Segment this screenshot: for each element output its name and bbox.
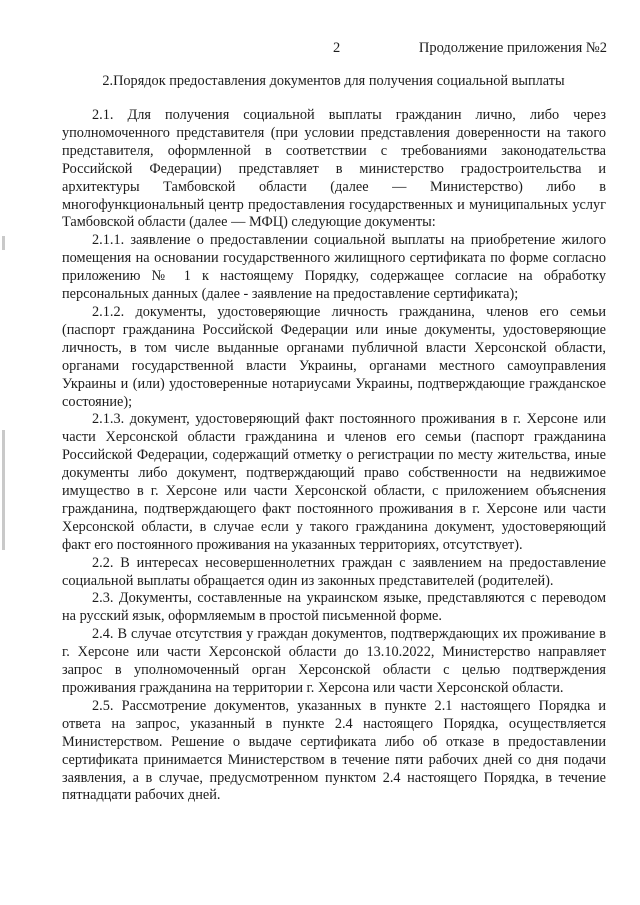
paragraph-2-1-2: 2.1.2. документы, удостоверяющие личность гражданина, членов его семьи (паспорт гражданина Российской Федерации или иные документы, удостоверяющие личность, в том числе выданные органами публичной власти Херсонской области, органами государственной власти Украины, органами местного самоуправления Украины и (или) удостоверенные нотариусами Украины, подтверждающие гражданское состояние); xyxy=(62,303,606,410)
paragraph-2-3: 2.3. Документы, составленные на украинском языке, представляются с переводом на русский язык, оформляемым в простой письменной форме. xyxy=(62,590,606,625)
paragraph-2-4: 2.4. В случае отсутствия у граждан документов, подтверждающих их проживание в г. Херсоне или части Херсонской области до 13.10.2022, Министерство направляет запрос в уполномоченный орган Херсонской области с целью подтверждения проживания гражданина на территории г. Херсона или части Херсонской области. xyxy=(62,626,606,696)
page-number: 2 xyxy=(333,40,341,56)
paragraph-2-1-1: 2.1.1. заявление о предоставлении социальной выплаты на приобретение жилого помещения на основании государственного жилищного сертификата по форме согласно приложению № 1 к настоящему Порядку, содержащее согласие на обработку персональных данных (далее - заявление на предоставление сертификата); xyxy=(62,232,606,303)
paragraph-2-5: 2.5. Рассмотрение документов, указанных в пункте 2.1 настоящего Порядка и ответа на запрос, указанный в пункте 2.4 настоящего Порядка, осуществляется Министерством. Решение о выдаче сертификата либо об отказе в предоставлении сертификата принимается Министерством в течение пяти рабочих дней со дня подачи заявления, а в случае, предусмотренном пунктом 2.4 настоящего Порядка, в течение пятнадцати рабочих дней. xyxy=(62,697,606,804)
scan-margin-mark xyxy=(2,430,5,550)
appendix-note: Продолжение приложения №2 xyxy=(418,40,607,56)
paragraph-2-2: 2.2. В интересах несовершеннолетних граждан с заявлением на предоставление социальной выплаты обращается один из законных представителей (родителей). xyxy=(62,554,606,589)
paragraph-2-1-3: 2.1.3. документ, удостоверяющий факт постоянного проживания в г. Херсоне или части Херсонской области гражданина и членов его семьи (паспорт гражданина Российской Федерации, содержащий отметку о регистрации по месту жительства, иные документы либо документ, подтверждающий право собственности на недвижимое имущество в г. Херсоне или части Херсонской области, с приложением объяснения гражданина, подтверждающего факт постоянного проживания в г. Херсоне или части Херсонской области, в случае если у такого гражданина документ, удостоверяющий факт его постоянного проживания на указанных территориях, отсутствует). xyxy=(62,411,606,553)
section-title: 2.Порядок предоставления документов для получения социальной выплаты xyxy=(102,73,565,89)
scan-margin-mark xyxy=(2,236,5,250)
paragraph-2-1: 2.1. Для получения социальной выплаты гражданин лично, либо через уполномоченного представителя (при условии представления доверенности на такого представителя, оформленной в соответствии с требованиями законодательства Российской Федерации) представляет в министерство градостроительства и архитектуры Тамбовской области (далее — Министерство) либо в многофункциональный центр предоставления государственных и муниципальных услуг Тамбовской области (далее — МФЦ) следующие документы: xyxy=(62,107,606,231)
document-body xyxy=(62,107,606,805)
